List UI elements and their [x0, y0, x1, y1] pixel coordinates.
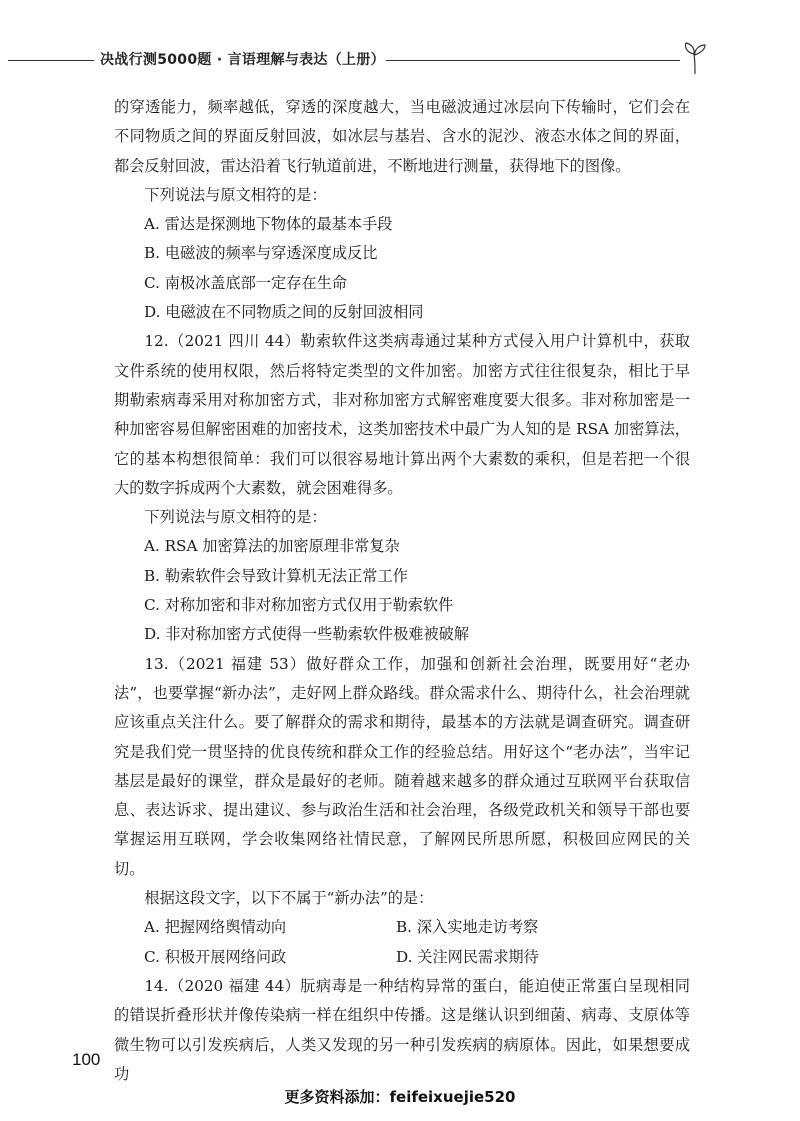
- question-13-option-d: D. 关注网民需求期待: [396, 947, 539, 966]
- question-13-options-row-1: [114, 913, 690, 942]
- question-11-option-c: C. 南极冰盖底部一定存在生命: [144, 273, 347, 292]
- question-11-option-b: B. 电磁波的频率与穿透深度成反比: [144, 244, 378, 263]
- question-14-text: 14.（2020 福建 44）朊病毒是一种结构异常的蛋白，能迫使正常蛋白呈现相同的错误折叠形状并像传染病一样在组织中传播。这是继认识到细菌、病毒、支原体等微生物可以引发疾病后，人类又发现的另一种引发疾病的病原体。因此，如果想要成功: [114, 976, 690, 1083]
- footer-note: 更多资料添加：feifeixuejie520: [284, 1088, 516, 1106]
- page-number: 100: [72, 1050, 101, 1069]
- question-12-text: 12.（2021 四川 44）勒索软件这类病毒通过某种方式侵入用户计算机中，获取文件系统的使用权限，然后将特定类型的文件加密。加密方式往往很复杂，相比于早期勒索病毒采用对称加密方式，非对称加密方式解密难度要大很多。非对称加密是一种加密容易但解密困难的加密技术，这类加密技术中最广为人知的是 RSA 加密算法，它的基本构想很简单：我们可以很容易地计算出两个大素数的乘积，但是若把一个很大的数字拆成两个大素数，就会困难得多。: [114, 332, 690, 497]
- question-11-option-a: A. 雷达是探测地下物体的最基本手段: [144, 215, 393, 234]
- paragraph-continuation: 的穿透能力，频率越低，穿透的深度越大，当电磁波通过冰层向下传输时，它们会在不同物质之间的界面反射回波，如冰层与基岩、含水的泥沙、液态水体之间的界面，都会反射回波，雷达沿着飞行轨道前进，不断地进行测量，获得地下的图像。: [114, 98, 690, 175]
- question-12-stem: 下列说法与原文相符的是：: [144, 508, 327, 527]
- question-13-text: 13.（2021 福建 53）做好群众工作，加强和创新社会治理，既要用好“老办法”，也要掌握“新办法”，走好网上群众路线。群众需求什么、期待什么，社会治理就应该重点关注什么。要了解群众的需求和期待，最基本的方法就是调查研究。调查研究是我们党一贯坚持的优良传统和群众工作的经验总结。用好这个“老办法”，当牢记基层是最好的课堂，群众是最好的老师。随着越来越多的群众通过互联网平台获取信息、表达诉求、提出建议、参与政治生活和社会治理，各级党政机关和领导干部也要掌握运用互联网，学会收集网络社情民意，了解网民所思所愿，积极回应网民的关切。: [114, 654, 690, 878]
- question-13-options-row-2: [114, 943, 690, 972]
- sprout-icon: [680, 40, 710, 76]
- running-header: [0, 40, 800, 80]
- question-11-stem: 下列说法与原文相符的是：: [144, 185, 327, 204]
- header-title: 决战行测5000题 · 言语理解与表达（上册）: [100, 52, 385, 68]
- question-13-option-b: B. 深入实地走访考察: [396, 918, 539, 937]
- question-13-option-c: C. 积极开展网络问政: [144, 947, 287, 966]
- page-content: [114, 93, 690, 1089]
- question-12-option-c: C. 对称加密和非对称加密方式仅用于勒索软件: [144, 596, 454, 615]
- question-12-option-d: D. 非对称加密方式使得一些勒索软件极难被破解: [144, 625, 470, 644]
- question-12-option-b: B. 勒索软件会导致计算机无法正常工作: [144, 566, 408, 585]
- header-rule-right: [386, 60, 680, 61]
- question-13-stem: 根据这段文字，以下不属于“新办法”的是：: [144, 889, 434, 908]
- header-rule-left: [8, 60, 94, 61]
- question-13-option-a: A. 把握网络舆情动向: [144, 918, 287, 937]
- question-11-option-d: D. 电磁波在不同物质之间的反射回波相同: [144, 303, 424, 322]
- question-12-option-a: A. RSA 加密算法的加密原理非常复杂: [144, 537, 400, 556]
